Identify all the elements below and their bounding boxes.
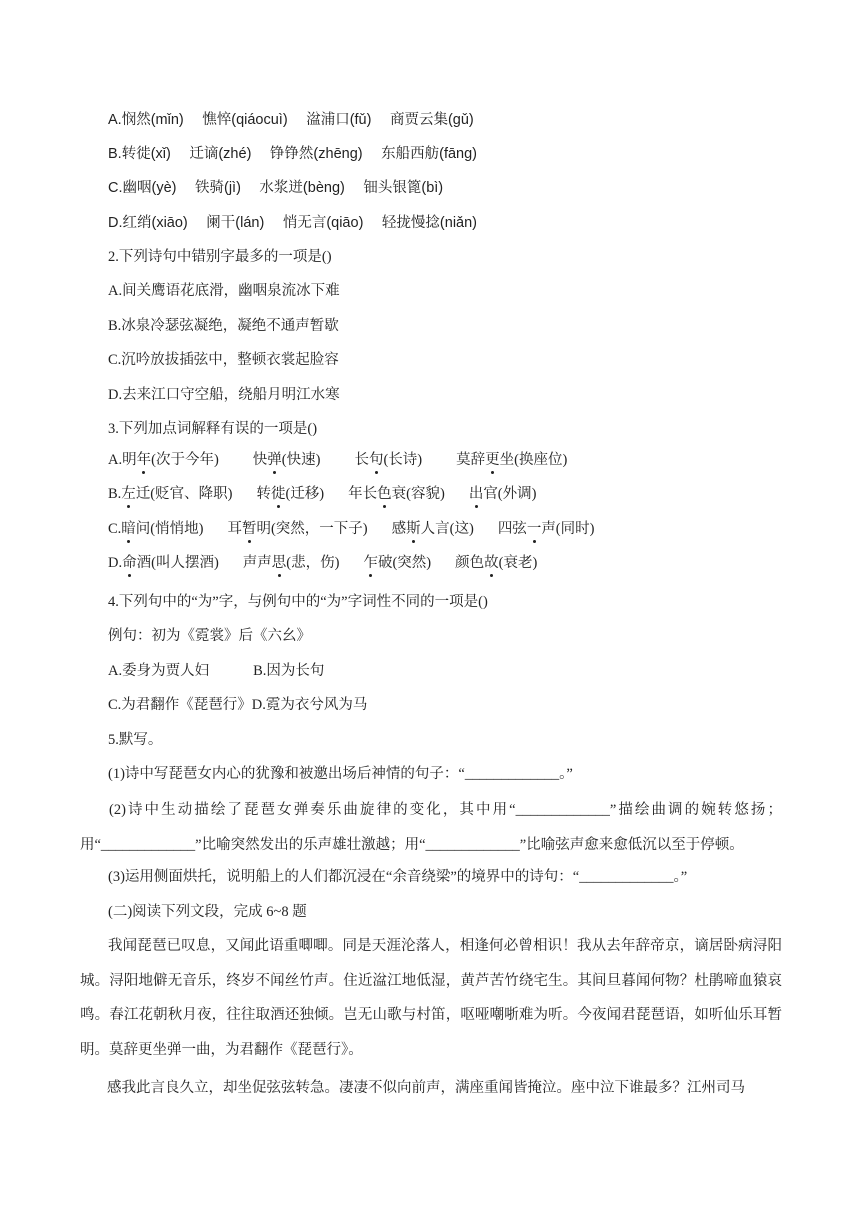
passage-paragraph-1: 我闻琵琶已叹息，又闻此语重唧唧。同是天涯沦落人，相逢何必曾相识！我从去年辞帝京，谪居卧病浔阳城。浔阳地僻无音乐，终岁不闻丝竹声。住近湓江地低湿，黄芦苦竹绕宅生。其间旦暮闻何物？杜鹃啼血猿哀鸣。春江花朝秋月夜，往往取酒还独倾。岂无山歌与村笛，呕哑嘲哳难为听。今夜闻君琵琶语，如听仙乐耳暂明。莫辞更坐弹一曲，为君翻作《琵琶行》。 <box>80 938 782 1058</box>
q2-option-a: A.间关鹰语花底滑，幽咽泉流冰下难 <box>108 283 340 299</box>
section-heading: (二)阅读下列文段，完成 6~8 题 <box>108 904 307 920</box>
q4-options-ab: A.委身为贾人妇 B.因为长句 <box>108 663 325 679</box>
q5-stem: 5.默写。 <box>108 732 163 748</box>
q5-part-1: (1)诗中写琵琶女内心的犹豫和被邀出场后神情的句子：“_____________。” <box>108 766 573 782</box>
q3-stem: 3.下列加点词解释有误的一项是() <box>108 421 318 437</box>
q1-option-c: C.幽咽(yè) 铁骑(jì) 水浆迸(bèng) 钿头银篦(bì) <box>108 180 444 196</box>
q1-option-b: B.转徙(xǐ) 迁谪(zhé) 铮铮然(zhēng) 东船西舫(fāng) <box>108 146 477 162</box>
q3-option-b: B.左迁(贬官、降职) 转徙(迁移) 年长色衰(容貌) 出官(外调) <box>108 486 537 502</box>
q3-option-c: C.暗问(悄悄地) 耳暂明(突然，一下子) 感斯人言(这) 四弦一声(同时) <box>108 521 595 537</box>
q1-option-d: D.红绡(xiāo) 阑干(lán) 悄无言(qiāo) 轻拢慢捻(niǎn) <box>108 215 477 231</box>
q5-part-2: (2)诗中生动描绘了琵琶女弹奏乐曲旋律的变化，其中用“_____________”描绘曲调的婉转悠扬；用“_____________”比喻突然发出的乐声雄壮激越；用“_____________”比喻弦声愈来愈低沉以至于停顿。 <box>80 802 782 853</box>
q3-option-a: A.明年(次于今年) 快弹(快速) 长句(长诗) 莫辞更坐(换座位) <box>108 452 568 468</box>
q4-example: 例句：初为《霓裳》后《六幺》 <box>108 628 311 644</box>
q4-stem: 4.下列句中的“为”字，与例句中的“为”字词性不同的一项是() <box>108 594 488 610</box>
q3-option-d: D.命酒(叫人摆酒) 声声思(悲，伤) 乍破(突然) 颜色故(衰老) <box>108 555 538 571</box>
q4-options-cd: C.为君翻作《琵琶行》D.霓为衣兮风为马 <box>108 697 368 713</box>
q2-stem: 2.下列诗句中错别字最多的一项是() <box>108 249 332 265</box>
passage-paragraph-2: 感我此言良久立，却坐促弦弦转急。凄凄不似向前声，满座重闻皆掩泣。座中泣下谁最多？江州司马 <box>107 1080 745 1096</box>
q2-option-d: D.去来江口守空船，绕船月明江水寒 <box>108 387 340 403</box>
q2-option-b: B.冰泉冷瑟弦凝绝，凝绝不通声暂歇 <box>108 318 339 334</box>
q1-option-a: A.悯然(mǐn) 憔悴(qiáocuì) 湓浦口(fǔ) 商贾云集(gǔ) <box>108 112 474 128</box>
q2-option-c: C.沉吟放拔插弦中，整顿衣裳起脸容 <box>108 352 339 368</box>
q5-part-3: (3)运用侧面烘托，说明船上的人们都沉浸在“余音绕梁”的境界中的诗句：“_____________。” <box>108 869 688 885</box>
